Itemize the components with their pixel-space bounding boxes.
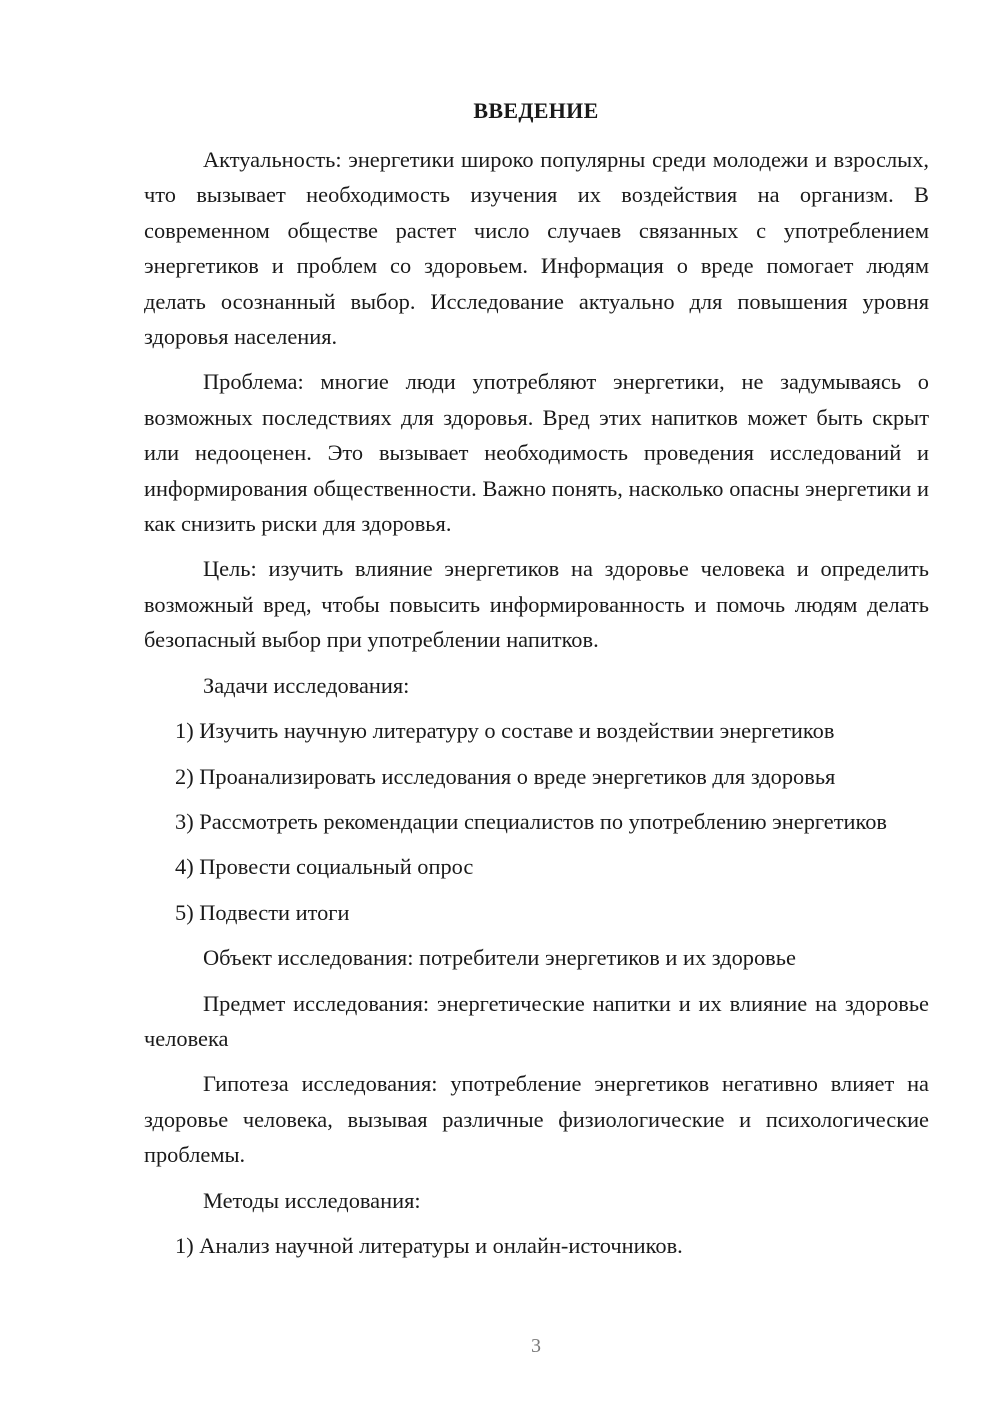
task-item: 3) Рассмотреть рекомендации специалистов по употреблению энергетиков: [175, 808, 887, 834]
task-item: 4) Провести социальный опрос: [175, 854, 474, 880]
page-number: 3: [531, 1335, 541, 1357]
method-item: 1) Анализ научной литературы и онлайн-источников.: [175, 1232, 683, 1258]
methods-heading: Методы исследования:: [203, 1187, 421, 1213]
task-item: 5) Подвести итоги: [175, 899, 350, 925]
research-object: Объект исследования: потребители энергетиков и их здоровье: [203, 945, 796, 971]
tasks-heading: Задачи исследования:: [203, 672, 410, 698]
research-hypothesis: Гипотеза исследования: употребление энергетиков негативно влияет на здоровье человека, вызывая различные физиологические и психологические проблемы.: [144, 1071, 929, 1168]
paragraph-relevance: Актуальность: энергетики широко популярны среди молодежи и взрослых, что вызывает необходимость изучения их воздействия на организм. В современном обществе растет число случаев связанных с употреблением энергетиков и проблем со здоровьем. Информация о вреде помогает людям делать осознанный выбор. Исследование актуально для повышения уровня здоровья населения.: [144, 147, 929, 350]
document-body: [144, 142, 929, 1273]
task-item: 2) Проанализировать исследования о вреде энергетиков для здоровья: [175, 763, 836, 789]
research-subject: Предмет исследования: энергетические напитки и их влияние на здоровье человека: [144, 990, 929, 1051]
task-item: 1) Изучить научную литературу о составе и воздействии энергетиков: [175, 718, 835, 744]
paragraph-goal: Цель: изучить влияние энергетиков на здоровье человека и определить возможный вред, чтобы повысить информированность и помочь людям делать безопасный выбор при употреблении напитков.: [144, 556, 929, 653]
paragraph-problem: Проблема: многие люди употребляют энергетики, не задумываясь о возможных последствиях для здоровья. Вред этих напитков может быть скрыт или недооценен. Это вызывает необходимость проведения исследований и информирования общественности. Важно понять, насколько опасны энергетики и как снизить риски для здоровья.: [144, 369, 929, 537]
page-title: ВВЕДЕНИЕ: [473, 98, 599, 123]
